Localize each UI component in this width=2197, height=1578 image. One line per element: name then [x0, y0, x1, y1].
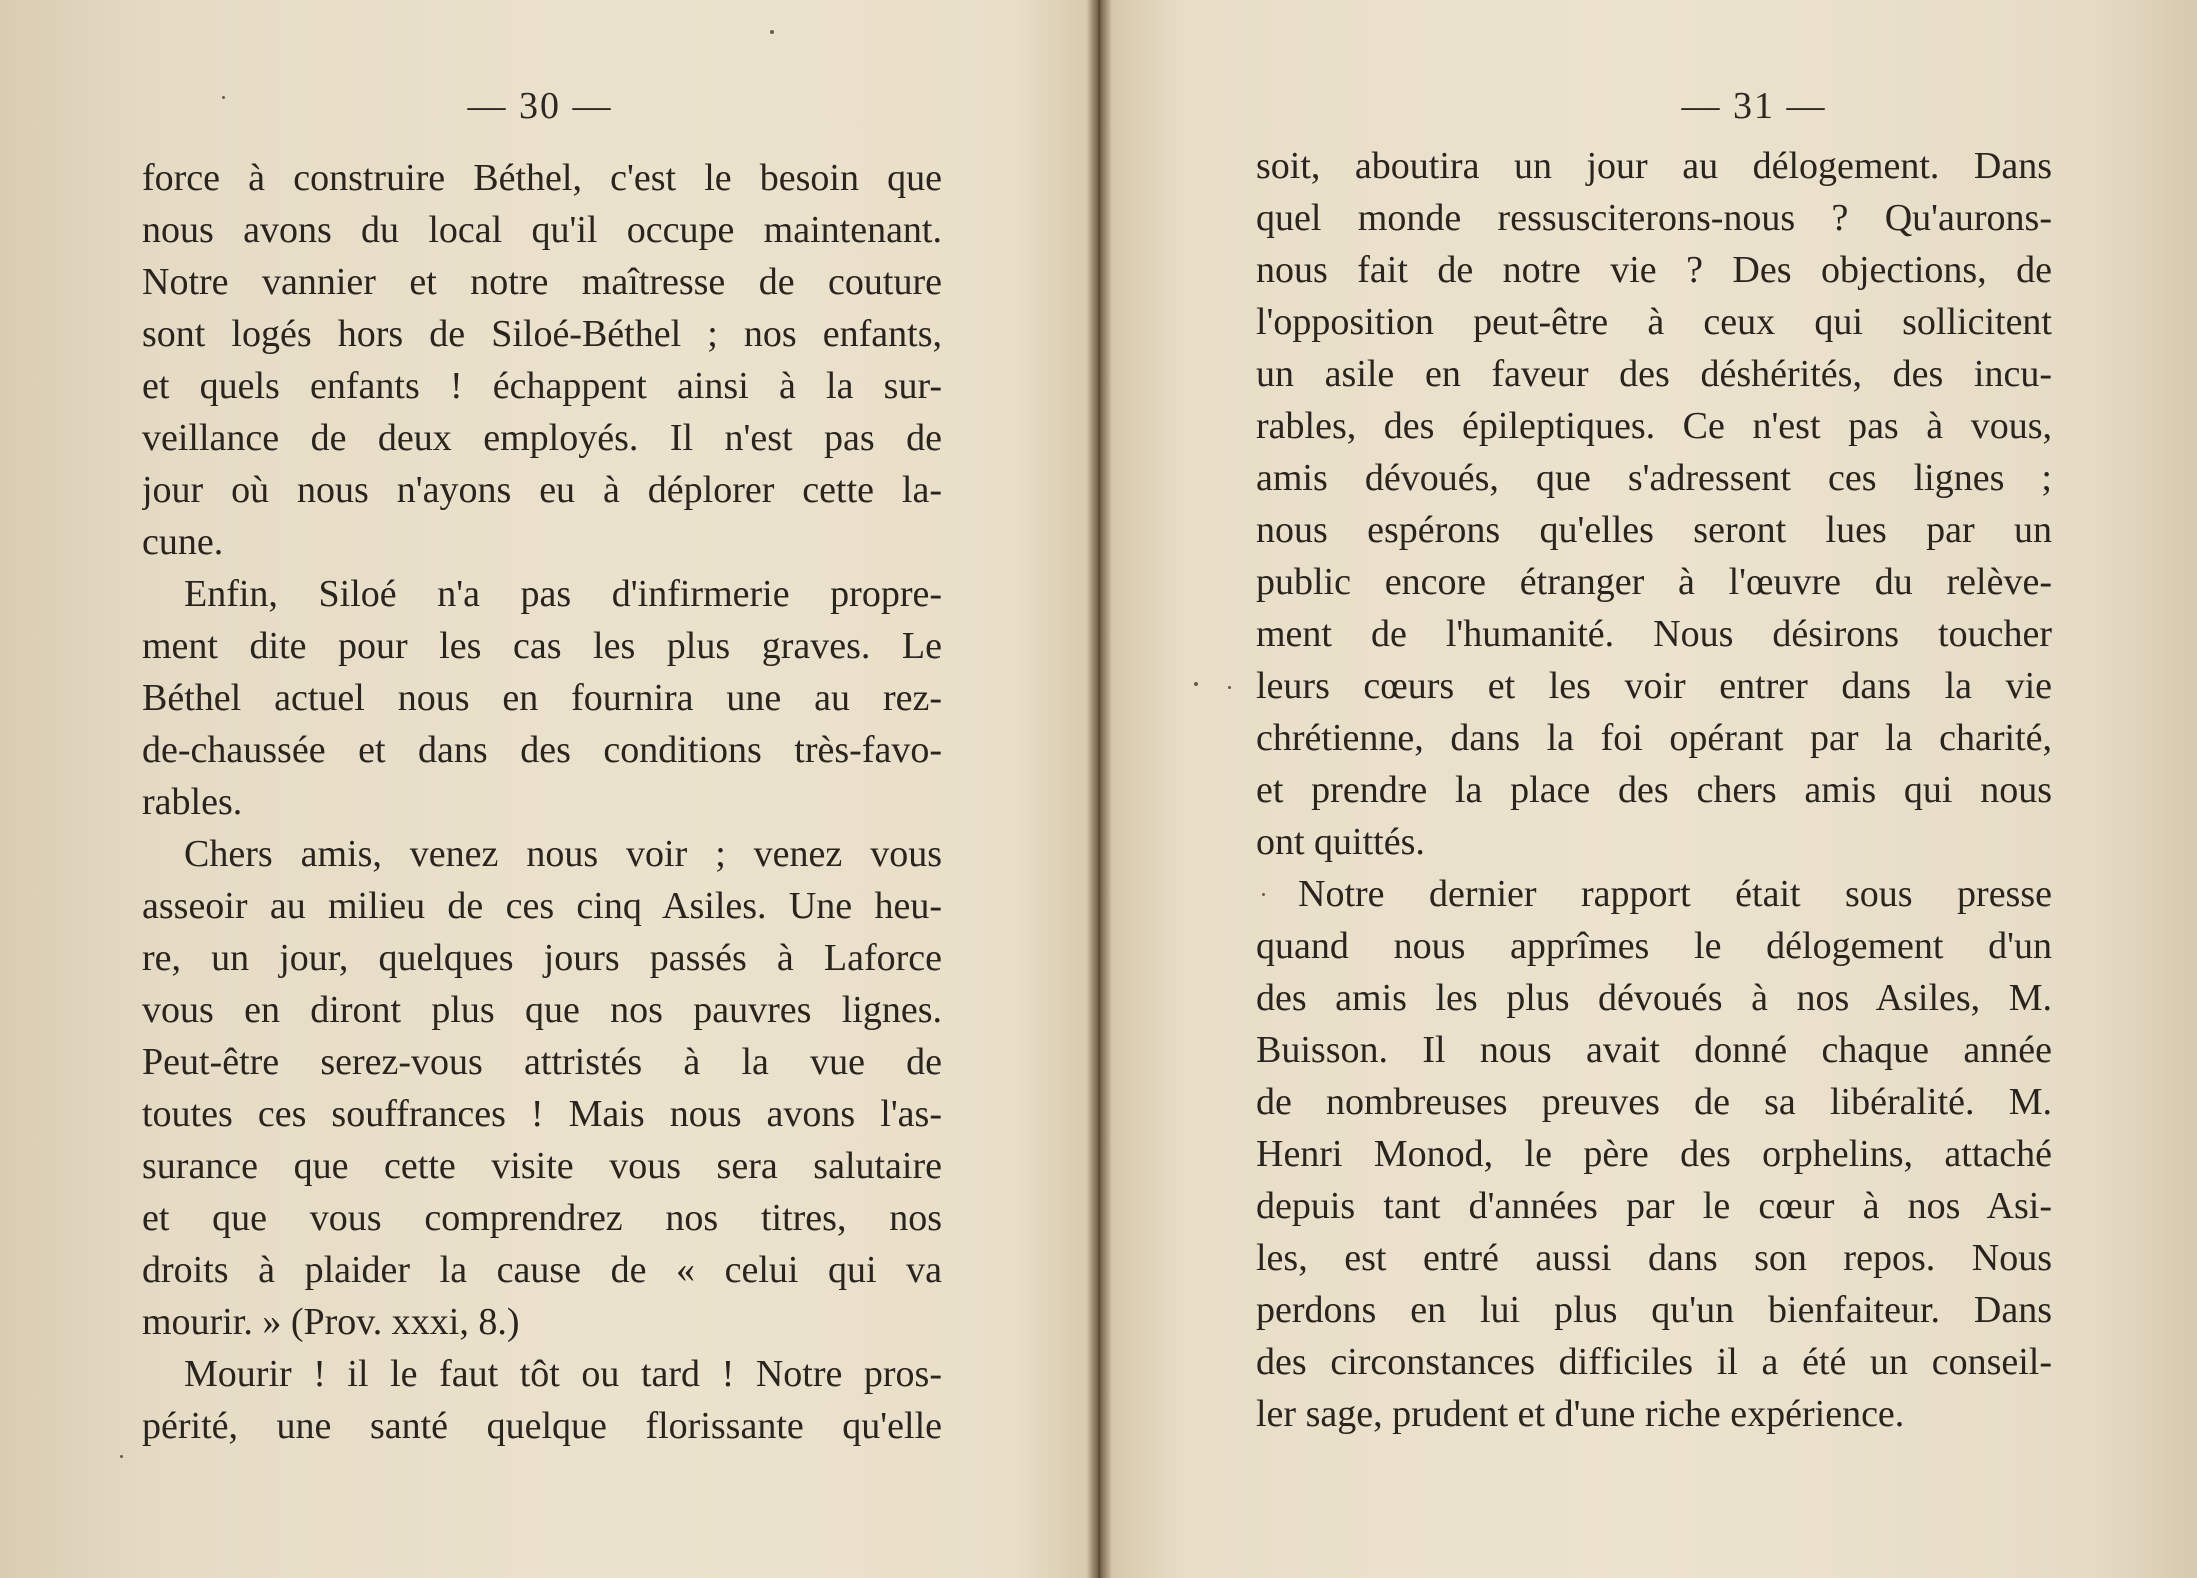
text-line: mourir. » (Prov. xxxi, 8.) — [142, 1301, 520, 1343]
left-page-text — [142, 152, 942, 1452]
text-line: un asile en faveur des déshérités, des incu- — [1256, 353, 2052, 395]
text-line: public encore étranger à l'œuvre du relève- — [1256, 561, 2052, 603]
paper-speck — [770, 30, 774, 34]
text-line: re, un jour, quelques jours passés à Laforce — [142, 937, 942, 979]
text-line: quel monde ressusciterons-nous ? Qu'aurons- — [1256, 197, 2052, 239]
text-line: surance que cette visite vous sera salutaire — [142, 1145, 942, 1187]
text-line: nous espérons qu'elles seront lues par un — [1256, 509, 2052, 551]
text-line: l'opposition peut-être à ceux qui sollicitent — [1256, 301, 2052, 343]
text-line: veillance de deux employés. Il n'est pas de — [142, 417, 942, 459]
text-line: jour où nous n'ayons eu à déplorer cette la- — [142, 469, 942, 511]
text-line: et quels enfants ! échappent ainsi à la sur- — [142, 365, 942, 407]
text-line: Buisson. Il nous avait donné chaque année — [1256, 1029, 2052, 1071]
paper-speck — [1194, 682, 1198, 686]
text-line: ler sage, prudent et d'une riche expérience. — [1256, 1393, 1905, 1435]
text-line: amis dévoués, que s'adressent ces lignes ; — [1256, 457, 2052, 499]
text-line: depuis tant d'années par le cœur à nos Asi- — [1256, 1185, 2052, 1227]
page-number-right: — 31 — — [1681, 85, 1827, 127]
text-line: de nombreuses preuves de sa libéralité. M. — [1256, 1081, 2052, 1123]
text-line: rables. — [142, 781, 243, 823]
text-line: vous en diront plus que nos pauvres lignes. — [142, 989, 942, 1031]
text-line: Notre dernier rapport était sous presse — [1298, 873, 2052, 915]
text-line: nous fait de notre vie ? Des objections, de — [1256, 249, 2052, 291]
text-line: force à construire Béthel, c'est le besoin que — [142, 157, 942, 199]
text-line: des circonstances difficiles il a été un conseil- — [1256, 1341, 2052, 1383]
text-line: périté, une santé quelque florissante qu'elle — [142, 1405, 942, 1447]
text-line: asseoir au milieu de ces cinq Asiles. Une heu- — [142, 885, 942, 927]
text-line: droits à plaider la cause de « celui qui va — [142, 1249, 942, 1291]
text-line: ont quittés. — [1256, 821, 1425, 863]
text-line: rables, des épileptiques. Ce n'est pas à vous, — [1256, 405, 2052, 447]
right-page — [1104, 0, 2197, 1578]
text-line: Enfin, Siloé n'a pas d'infirmerie propre- — [184, 573, 942, 615]
text-line: Chers amis, venez nous voir ; venez vous — [184, 833, 942, 875]
paper-speck — [120, 1455, 123, 1458]
text-line: et que vous comprendrez nos titres, nos — [142, 1197, 942, 1239]
text-line: cune. — [142, 521, 224, 563]
text-line: des amis les plus dévoués à nos Asiles, M. — [1256, 977, 2052, 1019]
left-page — [0, 0, 1094, 1578]
page-number-left: — 30 — — [467, 85, 613, 127]
text-line: quand nous apprîmes le délogement d'un — [1256, 925, 2052, 967]
text-line: et prendre la place des chers amis qui nous — [1256, 769, 2052, 811]
text-line: Henri Monod, le père des orphelins, attaché — [1256, 1133, 2052, 1175]
text-line: Notre vannier et notre maîtresse de couture — [142, 261, 942, 303]
text-line: sont logés hors de Siloé-Béthel ; nos enfants, — [142, 313, 942, 355]
right-page-text — [1256, 140, 2052, 1440]
text-line: Mourir ! il le faut tôt ou tard ! Notre pros- — [184, 1353, 942, 1395]
text-line: soit, aboutira un jour au délogement. Dans — [1256, 145, 2052, 187]
text-line: les, est entré aussi dans son repos. Nous — [1256, 1237, 2052, 1279]
text-line: chrétienne, dans la foi opérant par la charité, — [1256, 717, 2052, 759]
text-line: ment de l'humanité. Nous désirons toucher — [1256, 613, 2052, 655]
text-line: Béthel actuel nous en fournira une au rez- — [142, 677, 942, 719]
text-line: toutes ces souffrances ! Mais nous avons l'as- — [142, 1093, 942, 1135]
text-line: leurs cœurs et les voir entrer dans la vie — [1256, 665, 2052, 707]
paper-speck — [222, 96, 225, 99]
text-line: nous avons du local qu'il occupe maintenant. — [142, 209, 942, 251]
paper-speck — [1262, 893, 1265, 896]
paper-speck — [1228, 686, 1231, 689]
text-line: Peut-être serez-vous attristés à la vue de — [142, 1041, 942, 1083]
text-line: de-chaussée et dans des conditions très-favo- — [142, 729, 942, 771]
text-line: perdons en lui plus qu'un bienfaiteur. Dans — [1256, 1289, 2052, 1331]
text-line: ment dite pour les cas les plus graves. Le — [142, 625, 942, 667]
